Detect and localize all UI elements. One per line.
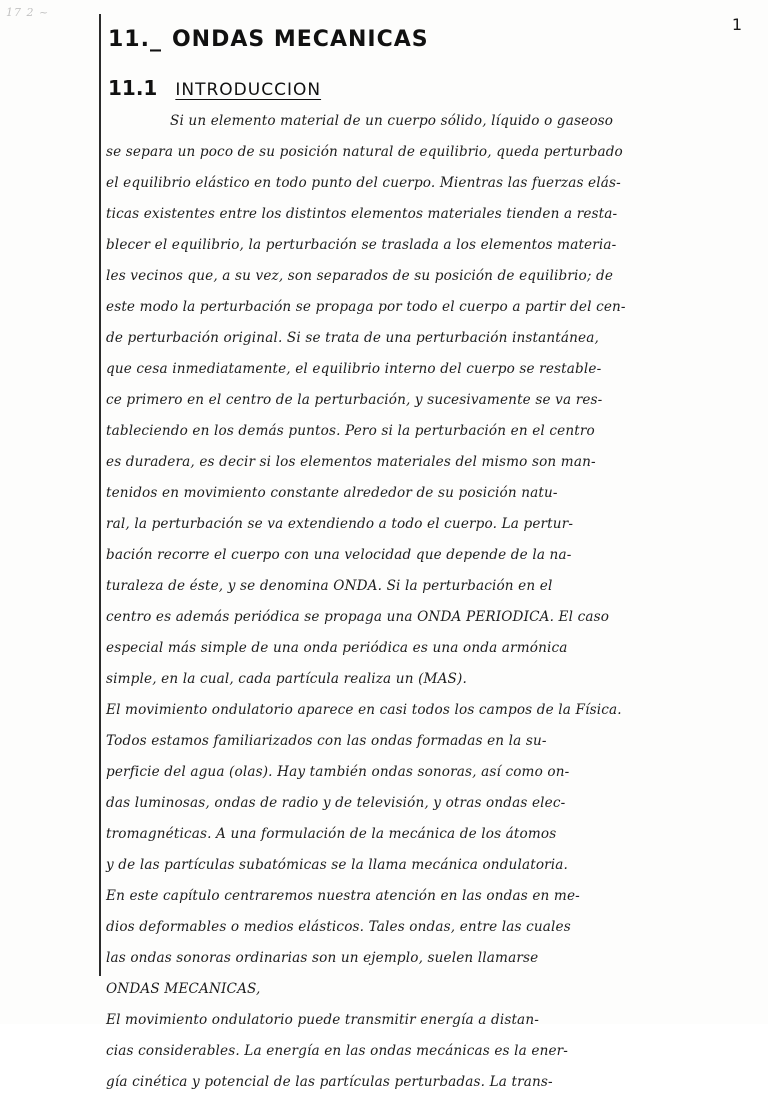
page-number: 1 — [731, 15, 742, 34]
text-line: simple, en la cual, cada partícula realiza un (MAS). — [106, 671, 467, 687]
text-line: gía cinética y potencial de las partículas perturbadas. La trans- — [106, 1074, 553, 1090]
text-line: se separa un poco de su posición natural de equilibrio, queda perturbado — [106, 144, 623, 160]
text-line: El movimiento ondulatorio aparece en casi todos los campos de la Física. — [106, 702, 622, 718]
text-line: las ondas sonoras ordinarias son un ejemplo, suelen llamarse — [106, 950, 539, 966]
text-line: tenidos en movimiento constante alrededor de su posición natu- — [106, 485, 558, 501]
text-line: especial más simple de una onda periódica es una onda armónica — [106, 640, 568, 656]
chapter-title: ONDAS MECANICAS — [171, 27, 429, 52]
text-line: ticas existentes entre los distintos elementos materiales tienden a resta- — [106, 206, 618, 222]
section-title: INTRODUCCION — [175, 80, 322, 100]
text-line: ONDAS MECANICAS, — [106, 981, 261, 997]
text-line: En este capítulo centraremos nuestra atención en las ondas en me- — [106, 888, 580, 904]
text-line: El movimiento ondulatorio puede transmitir energía a distan- — [106, 1012, 539, 1028]
text-line: que cesa inmediatamente, el equilibrio interno del cuerpo se restable- — [106, 361, 602, 377]
left-margin-line — [99, 14, 101, 976]
text-line: blecer el equilibrio, la perturbación se traslada a los elementos materia- — [106, 237, 617, 253]
section-number: 11.1 — [108, 76, 158, 100]
text-line: ral, la perturbación se va extendiendo a todo el cuerpo. La pertur- — [106, 516, 574, 532]
text-line: de perturbación original. Si se trata de una perturbación instantánea, — [106, 330, 599, 346]
text-line: cias considerables. La energía en las ondas mecánicas es la ener- — [106, 1043, 569, 1059]
text-line: turaleza de éste, y se denomina ONDA. Si la perturbación en el — [106, 578, 553, 594]
text-line: Si un elemento material de un cuerpo sólido, líquido o gaseoso — [170, 113, 614, 129]
text-line: tableciendo en los demás puntos. Pero si la perturbación en el centro — [106, 423, 595, 439]
text-line: ce primero en el centro de la perturbación, y sucesivamente se va res- — [106, 392, 603, 408]
text-line: es duradera, es decir si los elementos materiales del mismo son man- — [106, 454, 596, 470]
text-line: Todos estamos familiarizados con las ondas formadas en la su- — [106, 733, 547, 749]
text-line: este modo la perturbación se propaga por todo el cuerpo a partir del cen- — [106, 299, 626, 315]
text-line: das luminosas, ondas de radio y de televisión, y otras ondas elec- — [106, 795, 566, 811]
corner-mark: 17 2 ~ — [6, 6, 50, 19]
text-line: dios deformables o medios elásticos. Tales ondas, entre las cuales — [106, 919, 571, 935]
section-heading — [108, 76, 321, 100]
chapter-heading — [108, 27, 429, 52]
text-line: y de las partículas subatómicas se la llama mecánica ondulatoria. — [106, 857, 569, 873]
chapter-number: 11._ — [108, 27, 162, 52]
text-line: centro es además periódica se propaga una ONDA PERIODICA. El caso — [106, 609, 610, 625]
text-line: les vecinos que, a su vez, son separados de su posición de equilibrio; de — [106, 268, 614, 284]
text-line: perficie del agua (olas). Hay también ondas sonoras, así como on- — [106, 764, 570, 780]
text-line: tromagnéticas. A una formulación de la mecánica de los átomos — [106, 826, 557, 842]
text-line: el equilibrio elástico en todo punto del cuerpo. Mientras las fuerzas elás- — [106, 175, 621, 191]
text-line: bación recorre el cuerpo con una velocidad que depende de la na- — [106, 547, 572, 563]
body-text — [106, 106, 758, 1098]
